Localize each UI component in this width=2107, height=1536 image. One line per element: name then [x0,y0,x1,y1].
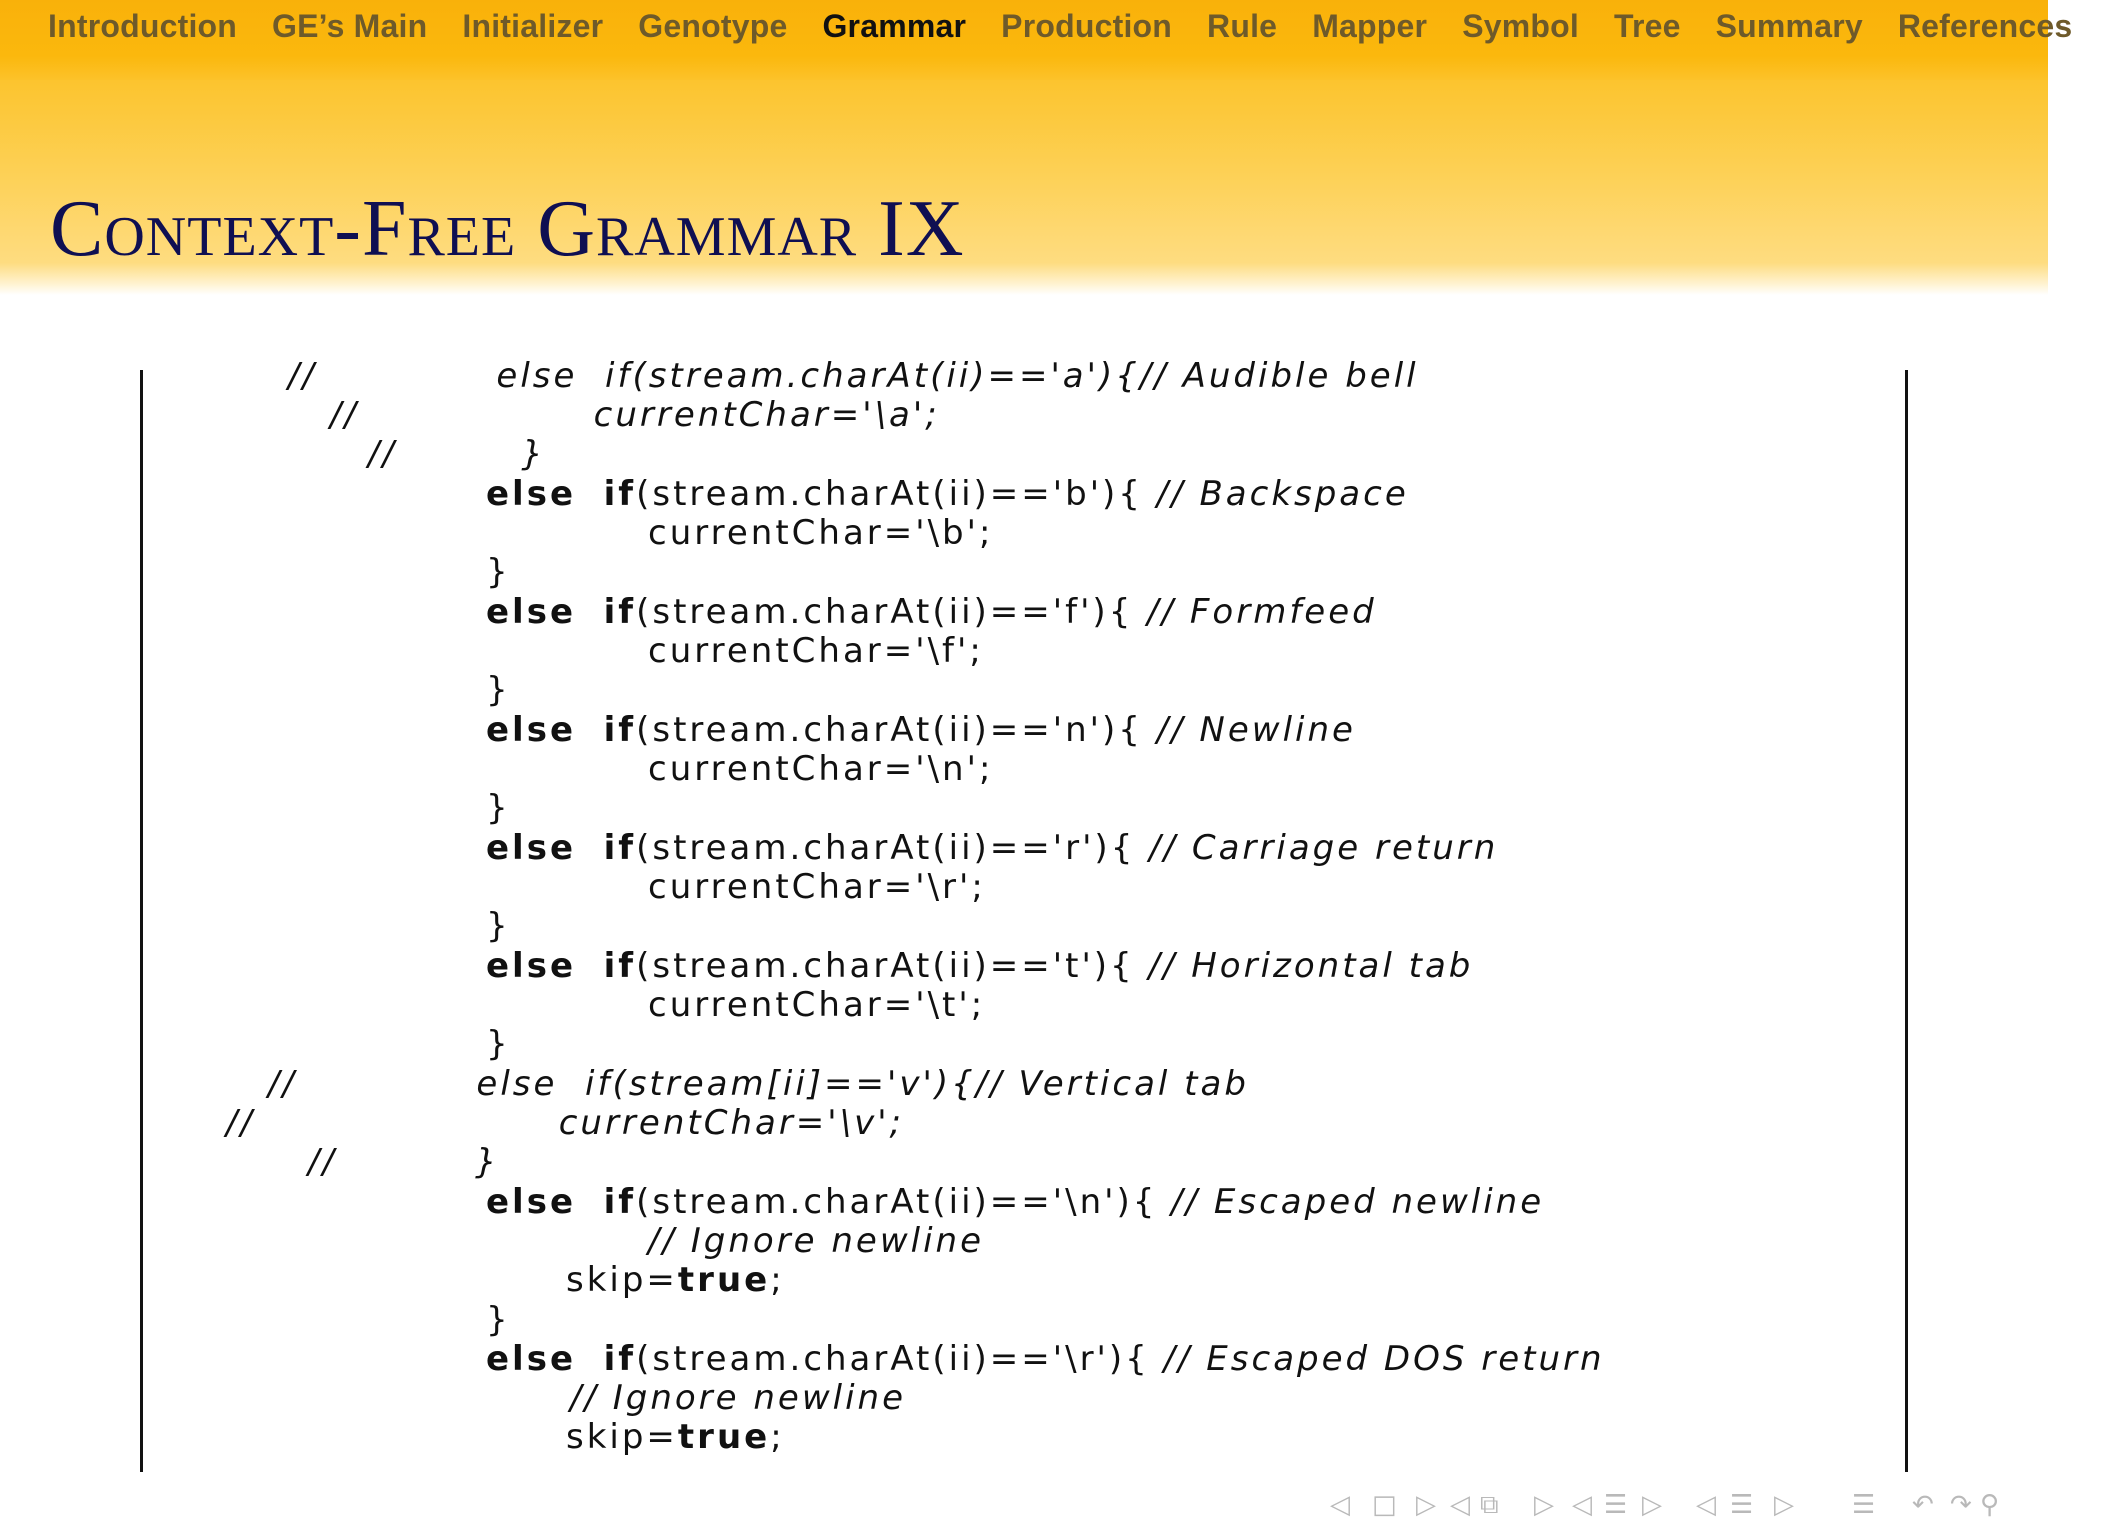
code-comment: else if(stream[ii]=='v'){// Vertical tab [476,1064,1249,1104]
code-text: (stream.charAt(ii)=='n'){ [636,710,1157,750]
code-text: skip= [566,1417,678,1457]
nav-prev-doc[interactable]: ◁ [1696,1490,1716,1520]
code-text: skip= [566,1260,678,1300]
code-keyword: else [486,474,577,514]
code-comment: // Backspace [1156,474,1409,514]
code-text: } [486,788,511,828]
code-comment: // Escaped DOS return [1163,1339,1605,1379]
code-line [288,356,1419,396]
nav-next-subsection[interactable]: ▷ [1534,1490,1554,1520]
code-text: (stream.charAt(ii)=='r'){ [636,828,1150,868]
code-text: ; [770,1417,785,1457]
code-comment: // [288,356,317,396]
code-comment: // [368,434,397,474]
code-comment: // Formfeed [1147,592,1377,632]
code-keyword: if [603,1339,637,1379]
code-comment: // Escaped newline [1171,1182,1545,1222]
code-text: currentChar='\f'; [648,631,984,671]
code-keyword: if [603,592,637,632]
code-comment: else if(stream.charAt(ii)=='a'){// Audible bell [496,356,1419,396]
code-line [648,513,993,553]
code-keyword: true [677,1260,771,1300]
search-icon[interactable]: ⚲ [1980,1490,2000,1520]
nav-item-grammar[interactable]: Grammar [822,8,967,44]
code-text [337,1142,475,1182]
code-line [486,592,1377,632]
code-line [486,710,1356,750]
code-comment: // Carriage return [1149,828,1499,868]
code-line [486,670,511,710]
code-line [330,395,940,435]
code-comment: // [268,1064,297,1104]
code-text: (stream.charAt(ii)=='b'){ [636,474,1157,514]
nav-prev-frame[interactable]: ◁ [1330,1490,1350,1520]
code-text [297,1064,477,1104]
code-line [486,1300,511,1340]
code-line [648,631,984,671]
code-line [486,828,1498,868]
forward-icon[interactable]: ↷ [1950,1490,1972,1520]
code-text: } [486,670,511,710]
code-line [308,1142,500,1182]
nav-item-tree[interactable]: Tree [1613,8,1681,44]
code-line [566,1260,785,1300]
nav-prev-subsection[interactable]: ◁ [1450,1490,1470,1520]
frame-icon[interactable]: □ [1372,1490,1397,1520]
code-text: } [486,1300,511,1340]
code-line [368,434,546,474]
code-text [576,1339,604,1379]
code-line [486,788,511,828]
nav-prev-section[interactable]: ◁ [1572,1490,1592,1520]
code-line [486,1339,1605,1379]
code-comment: // Newline [1156,710,1356,750]
code-line [486,1024,511,1064]
code-keyword: true [677,1417,771,1457]
back-icon[interactable]: ↶ [1912,1490,1934,1520]
code-line [268,1064,1249,1104]
code-line [648,749,993,789]
code-line [486,946,1473,986]
code-text [397,434,521,474]
slide-title: Context-Free Grammar IX [50,185,965,273]
code-line [486,474,1409,514]
code-text [576,946,604,986]
code-text: (stream.charAt(ii)=='\n'){ [636,1182,1172,1222]
code-text [255,1103,559,1143]
code-line [226,1103,904,1143]
section-icon[interactable]: ☰ [1604,1490,1628,1520]
code-text: currentChar='\r'; [648,867,986,907]
code-text: } [486,552,511,592]
code-line [566,1417,785,1457]
code-comment: } [475,1142,500,1182]
code-text: } [486,1024,511,1064]
nav-item-introduction[interactable]: Introduction [48,8,238,44]
nav-item-initializer[interactable]: Initializer [462,8,604,44]
nav-item-production[interactable]: Production [1001,8,1173,44]
code-text [576,710,604,750]
code-keyword: if [603,710,637,750]
code-line [570,1378,906,1418]
code-comment: currentChar='\a'; [593,395,940,435]
code-text: } [486,906,511,946]
code-text [576,1182,604,1222]
code-line [486,1182,1544,1222]
code-text [576,474,604,514]
nav-item-genotype[interactable]: Genotype [638,8,788,44]
code-comment: // Horizontal tab [1148,946,1474,986]
beamer-navigation-controls [1330,1490,2030,1520]
code-text: (stream.charAt(ii)=='\r'){ [636,1339,1164,1379]
code-text [576,592,604,632]
code-text [576,828,604,868]
code-text [317,356,497,396]
code-text: currentChar='\b'; [648,513,994,553]
toc-icon[interactable]: ☰ [1852,1490,1876,1520]
code-keyword: if [603,474,637,514]
code-comment: // Ignore newline [570,1378,907,1418]
subsection-icon[interactable]: ⧉ [1480,1490,1499,1520]
code-comment: // [330,395,359,435]
code-keyword: if [603,1182,637,1222]
code-text: (stream.charAt(ii)=='t'){ [636,946,1149,986]
code-keyword: else [486,710,577,750]
code-comment: } [521,434,546,474]
code-comment: // Ignore newline [648,1221,985,1261]
code-text: currentChar='\t'; [648,985,986,1025]
nav-item-rule[interactable]: Rule [1207,8,1278,44]
code-text [359,395,594,435]
code-text: (stream.charAt(ii)=='f'){ [636,592,1148,632]
code-text: currentChar='\n'; [648,749,994,789]
code-comment: // [308,1142,337,1182]
nav-item-ge-s-main[interactable]: GE’s Main [272,8,428,44]
code-line [486,552,511,592]
nav-next-doc[interactable]: ▷ [1774,1490,1794,1520]
nav-item-mapper[interactable]: Mapper [1312,8,1428,44]
code-comment: // [226,1103,255,1143]
code-text: ; [770,1260,785,1300]
code-comment: currentChar='\v'; [558,1103,905,1143]
doc-icon[interactable]: ☰ [1730,1490,1754,1520]
nav-next-frame[interactable]: ▷ [1416,1490,1436,1520]
nav-item-symbol[interactable]: Symbol [1462,8,1579,44]
code-keyword: else [486,946,577,986]
code-keyword: else [486,1339,577,1379]
code-keyword: if [603,828,637,868]
code-line [648,985,985,1025]
code-keyword: else [486,828,577,868]
code-keyword: if [603,946,637,986]
code-line [486,906,511,946]
code-keyword: else [486,592,577,632]
nav-item-references[interactable]: References [1897,8,2073,44]
code-line [648,867,986,907]
code-line [648,1221,984,1261]
nav-next-section[interactable]: ▷ [1642,1490,1662,1520]
nav-item-summary[interactable]: Summary [1715,8,1863,44]
code-keyword: else [486,1182,577,1222]
